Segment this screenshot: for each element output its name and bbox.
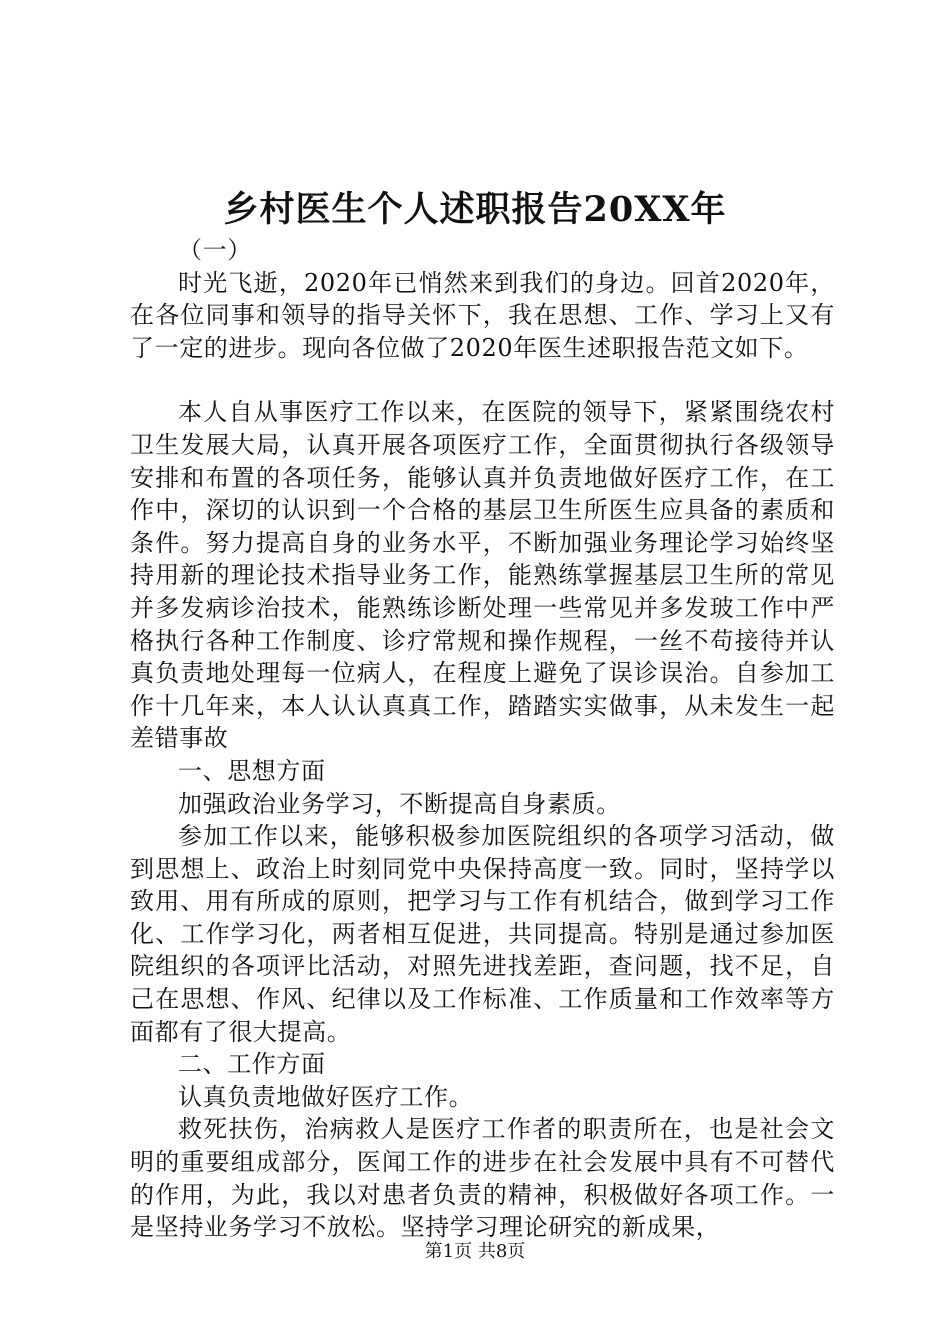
section-heading-thought: 一、思想方面 (178, 756, 326, 785)
body-paragraph: 救死扶伤，治病救人是医疗工作者的职责所在，也是社会文明的重要组成部分，医闻工作的进步在社会发展中具有不可替代的作用，为此，我以对患者负责的精神，积极做好各项工作。一是坚持业务学习不放松。坚持学习理论研究的新成果， (130, 1115, 835, 1242)
body-paragraph: 加强政治业务学习，不断提高自身素质。 (178, 789, 621, 818)
section-number: （一） (178, 236, 252, 264)
body-paragraph: 参加工作以来，能够积极参加医院组织的各项学习活动，做到思想上、政治上时刻同党中央保持高度一致。同时，坚持学以致用、用有所成的原则，把学习与工作有机结合，做到学习工作化、工作学习化，两者相互促进，共同提高。特别是通过参加医院组织的各项评比活动，对照先进找差距，查问题，找不足，自己在思想、作风、纪律以及工作标准、工作质量和工作效率等方面都有了很大提高。 (130, 822, 835, 1046)
body-paragraph: 本人自从事医疗工作以来，在医院的领导下，紧紧围绕农村卫生发展大局，认真开展各项医疗工作，全面贯彻执行各级领导安排和布置的各项任务，能够认真并负责地做好医疗工作，在工作中，深切的认识到一个合格的基层卫生所医生应具备的素质和条件。努力提高自身的业务水平，不断加强业务理论学习始终坚持用新的理论技术指导业务工作，能熟练掌握基层卫生所的常见并多发病诊治技术，能熟练诊断处理一些常见并多发玻工作中严格执行各种工作制度、诊疗常规和操作规程，一丝不苟接待并认真负责地处理每一位病人，在程度上避免了误诊误治。自参加工作十几年来，本人认认真真工作，踏踏实实做事，从未发生一起差错事故 (130, 398, 835, 753)
document-title: 乡村医生个人述职报告20XX年 (223, 189, 727, 230)
page-number-footer: 第1页 共8页 (424, 1241, 526, 1262)
document-body (130, 234, 835, 1244)
intro-paragraph: 时光飞逝，2020年已悄然来到我们的身边。回首2020年，在各位同事和领导的指导关怀下，我在思想、工作、学习上又有了一定的进步。现向各位做了2020年医生述职报告范文如下。 (130, 268, 835, 362)
section-heading-work: 二、工作方面 (178, 1050, 326, 1079)
body-paragraph: 认真负责地做好医疗工作。 (178, 1082, 474, 1111)
paragraph-gap (130, 364, 835, 396)
